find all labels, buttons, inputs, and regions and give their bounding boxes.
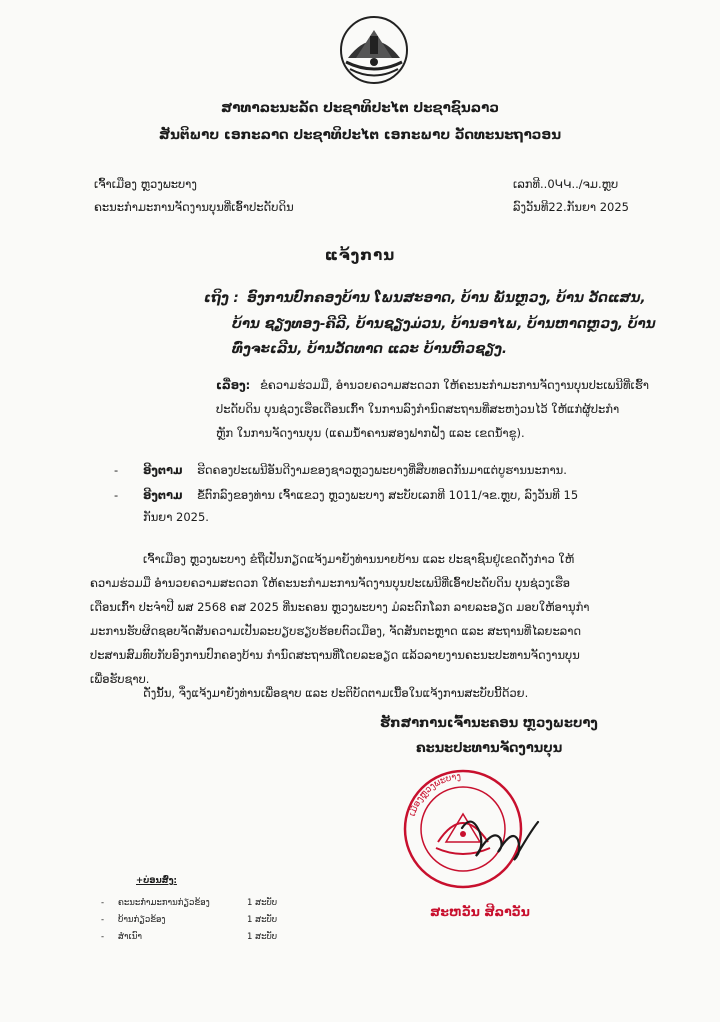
distribution-name-3: ສຳເນົາ: [118, 932, 142, 942]
recipient-line-3: ທົ່ງຈະເລີນ, ບ້ານວັດທາດ ແລະ ບ້ານຫົວຊຽງ.: [232, 341, 507, 357]
reference-label-2: ອີງຕາມ: [143, 488, 183, 502]
signature-title-2: ຄະນະປະທານຈັດງານບຸນ: [416, 741, 563, 756]
subject-line-1: ຂໍຄວາມຮ່ວມມື, ອຳນວຍຄວາມສະດວກ ໃຫ້ຄະນະກຳມະການຈັດງານບຸນປະເພນີທີ່ເຮົ້າ: [260, 378, 649, 392]
distribution-count-2: 1 ສະບັບ: [247, 915, 278, 925]
reference-text-2b: ກັນຍາ 2025.: [143, 510, 209, 524]
reference-label-1: ອີງຕາມ: [143, 463, 183, 477]
body-closing: ດັ່ງນັ້ນ, ຈຶ່ງແຈ້ງມາຍັງທ່ານເພື່ອຊາບ ແລະ ປະຕິບັດຕາມເນື້ອໃນແຈ້ງການສະບັບນີ້ດ້ວຍ.: [143, 686, 529, 700]
distribution-dash-3: -: [101, 932, 105, 942]
body-line-5: ປະສານສົມທົບກັບອົງການປົກຄອງບ້ານ ກຳນົດສະຖານທີ່ໂດຍລະອຽດ ແລ້ວລາຍງານຄະນະປະທານຈັດງານບຸນ: [90, 648, 580, 662]
stamp-text: ເມືອງຫຼວງພະບາງ: [407, 772, 462, 818]
handwritten-signature-icon: [452, 808, 542, 868]
reference-text-1: ຮີດຄອງປະເພນີອັນດີງາມຂອງຊາວຫຼວງພະບາງທີ່ສືບທອດກັນມາແຕ່ບູຮານນະການ.: [197, 463, 567, 477]
reference-date: ລົງວັນທີ22.ກັນຍາ 2025: [513, 200, 629, 214]
distribution-count-3: 1 ສະບັບ: [247, 932, 278, 942]
reference-text-2: ຂໍ້ຕົກລົງຂອງທ່ານ ເຈົ້າແຂວງ ຫຼວງພະບາງ ສະບັບເລກທີ 1011/ຈຂ.ຫຼບ, ລົງວັນທີ 15: [197, 488, 579, 502]
subject-label: ເລື່ອງ:: [216, 378, 251, 392]
distribution-dash-2: -: [101, 915, 105, 925]
signatory-name: ສະຫວັນ ສີລາວັນ: [430, 904, 530, 919]
reference-number: ເລກທີ..0ԿԿ../ຈມ.ຫຼບ: [513, 177, 619, 191]
distribution-name-1: ຄະນະກຳມະການກ່ຽວຂ້ອງ: [118, 898, 210, 908]
distribution-name-2: ບ້ານກ່ຽວຂ້ອງ: [118, 915, 166, 925]
sender-line-1: ເຈົ້າເມືອງ ຫຼວງພະບາງ: [94, 177, 197, 191]
reference-dash-1: -: [114, 463, 119, 477]
body-line-1: ເຈົ້າເມືອງ ຫຼວງພະບາງ ຂໍຖືເປັນກຽດແຈ້ງມາຍັງທ່ານນາຍບ້ານ ແລະ ປະຊາຊົນຢູ່ເຂດດັ່ງກ່າວ ໃຫ້: [143, 552, 575, 566]
signature-title-1: ຮັກສາການເຈົ້ານະຄອນ ຫຼວງພະບາງ: [380, 716, 598, 731]
reference-dash-2: -: [114, 488, 119, 502]
recipient-line-1: ອົງການປົກຄອງບ້ານ ໂພນສະອາດ, ບ້ານ ພັນຫຼວງ, ບ້ານ ວັດແສນ,: [247, 290, 646, 306]
header-line-1: ສາທາລະນະລັດ ປະຊາທິປະໄຕ ປະຊາຊົນລາວ: [221, 100, 499, 116]
sender-line-2: ຄະນະກຳມະການຈັດງານບຸນທີ່ເອົ້າປະດັບດິນ: [94, 200, 294, 214]
distribution-dash-1: -: [101, 898, 105, 908]
subject-line-2: ປະດັບດິນ ບຸນຊ່ວງເຮືອເດືອນເກົ້າ ໃນການລົງກຳນົດສະຖານທີ່ສະຫງ່ວນໄວ້ ໃຫ້ແກ່ຜູ້ປະກຳ: [216, 402, 620, 416]
recipient-line-2: ບ້ານ ຊຽງທອງ-ຄີລີ, ບ້ານຊຽງມ່ວນ, ບ້ານອາໄພ, ບ້ານຫາດຫຼວງ, ບ້ານ: [232, 316, 656, 332]
header-line-2: ສັນຕິພາບ ເອກະລາດ ປະຊາທິປະໄຕ ເອກະພາບ ວັດທະນະຖາວອນ: [158, 127, 562, 143]
body-line-3: ເດືອນເກົ້າ ປະຈຳປີ ພສ 2568 ຄສ 2025 ທີ່ນະຄອນ ຫຼວງພະບາງ ມໍລະດົກໂລກ ລາຍລະອຽດ ມອບໃຫ້ອານຸກຳ: [90, 600, 590, 614]
distribution-count-1: 1 ສະບັບ: [247, 898, 278, 908]
recipient-label: ເຖິງ :: [204, 290, 239, 306]
national-emblem-icon: [336, 14, 412, 86]
subject-line-3: ຫຼັກ ໃນການຈັດງານບຸນ (ແຄມນ້ຳຄານສອງຟາກຝັ່ງ ແລະ ເຂດນ້ຳຂູ).: [216, 426, 525, 440]
body-line-6: ເພື່ອຮັບຊາບ.: [90, 672, 150, 686]
distribution-title: +ບ່ອນສົ່ງ:: [136, 876, 177, 886]
body-line-4: ມະການຮັບຜິດຊອບຈັດສັນຄວາມເປັນລະບຽບຮຽບຮ້ອຍຕົວເມືອງ, ຈັດສັນຕະຫຼາດ ແລະ ສະຖານທີ່ໄລຍະລາດ: [90, 624, 582, 638]
body-line-2: ຄວາມຮ່ວມມື ອຳນວຍຄວາມສະດວກ ໃຫ້ຄະນະກຳມະການຈັດງານບຸນປະເພນີທີ່ເອົ້າປະດັບດິນ ບຸນຊ່ວງເຮືອ: [90, 576, 570, 590]
document-title: ແຈ້ງການ: [324, 246, 396, 264]
